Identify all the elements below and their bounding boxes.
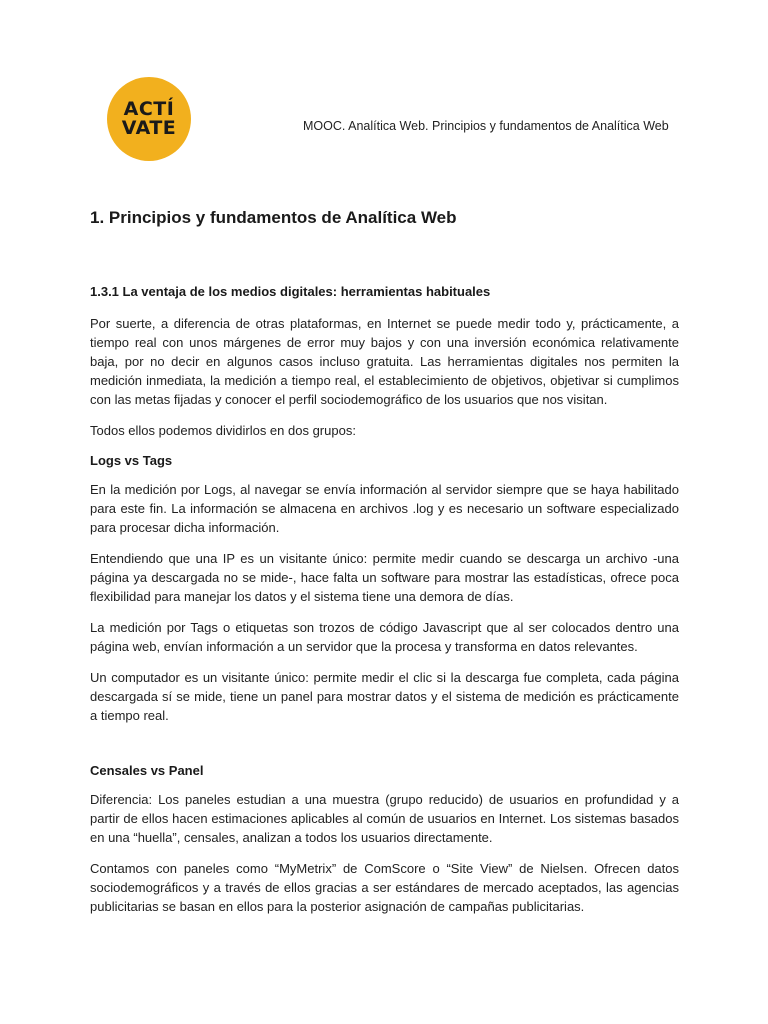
censales-paragraph-1: Diferencia: Los paneles estudian a una muestra (grupo reducido) de usuarios en profundidad y a partir de ellos hacen estimaciones aplicables al común de usuarios en Internet. Los sistemas basados en una “huella”, censales, analizan a todos los usuarios directamente. xyxy=(90,792,679,845)
logo-text-line-2: VATE xyxy=(121,117,177,139)
logs-paragraph-2: Entendiendo que una IP es un visitante único: permite medir cuando se descarga un archivo -una página ya descargada no se mide-, hace falta un software para mostrar las estadísticas, ofrece poca flexibilidad para manejar los datos y el sistema tiene una demora de días. xyxy=(90,551,679,604)
logs-paragraph-1: En la medición por Logs, al navegar se envía información al servidor siempre que se haya habilitado para este fin. La información se almacena en archivos .log y es necesario un software especializado para procesar dicha información. xyxy=(90,482,679,535)
censales-paragraph-2: Contamos con paneles como “MyMetrix” de ComScore o “Site View” de Nielsen. Ofrecen datos sociodemográficos y a través de ellos gracias a ser estándares de mercado aceptados, las agencias publicitarias se basan en ellos para la posterior asignación de campañas publicitarias. xyxy=(90,861,679,914)
groups-intro-paragraph: Todos ellos podemos dividirlos en dos grupos: xyxy=(90,423,356,438)
document-body xyxy=(90,283,679,928)
tags-paragraph-2: Un computador es un visitante único: permite medir el clic si la descarga fue completa, cada página descargada sí se mide, tiene un panel para mostrar datos y el sistema de medición es prácticamente a tiempo real. xyxy=(90,670,679,723)
logs-vs-tags-heading: Logs vs Tags xyxy=(90,453,173,468)
intro-paragraph: Por suerte, a diferencia de otras plataformas, en Internet se puede medir todo y, prácticamente, a tiempo real con unos márgenes de error muy bajos y con una inversión económica relativamente baja, por no decir en algunos casos incluso gratuita. Las herramientas digitales nos permiten la medición inmediata, la medición a tiempo real, el establecimiento de objetivos, objetivar si cumplimos con las metas fijadas y conocer el perfil sociodemográfico de los usuarios que nos visitan. xyxy=(90,316,679,407)
censales-vs-panel-heading: Censales vs Panel xyxy=(90,763,204,778)
document-title: 1. Principios y fundamentos de Analítica Web xyxy=(90,208,457,227)
tags-paragraph-1: La medición por Tags o etiquetas son trozos de código Javascript que al ser colocados dentro una página web, envían información a un servidor que la procesa y transforma en datos relevantes. xyxy=(90,620,679,654)
logo-text-line-1: ACTÍ xyxy=(123,98,175,120)
section-heading: 1.3.1 La ventaja de los medios digitales: herramientas habituales xyxy=(90,284,491,299)
activate-logo xyxy=(107,77,191,161)
section-spacer xyxy=(90,737,679,762)
running-header: MOOC. Analítica Web. Principios y fundamentos de Analítica Web xyxy=(303,119,669,133)
